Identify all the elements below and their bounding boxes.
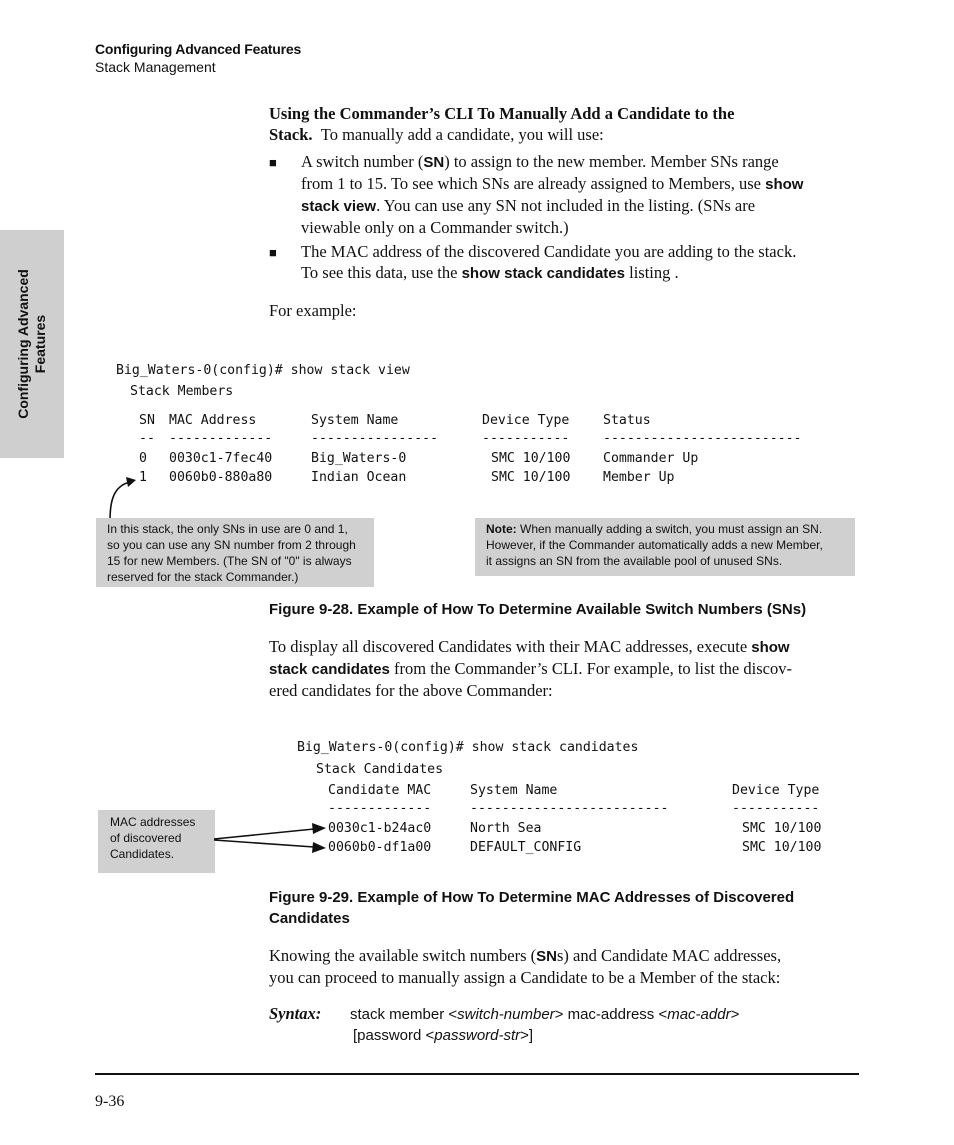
body-paragraph	[269, 636, 864, 701]
syntax-text: >]	[520, 1027, 534, 1044]
cli-col-header: System Name	[311, 413, 399, 428]
note-line: In this stack, the only SNs in use are 0 and 1,	[107, 522, 348, 536]
cli-col-header: SN	[139, 413, 155, 428]
paragraph-text: from the Commander’s CLI. For example, to list the discov-	[389, 659, 792, 678]
syntax-argument: mac-addr	[667, 1006, 731, 1023]
syntax-text: >	[730, 1006, 740, 1023]
cli-prompt: Big_Waters-0(config)# show stack candidates	[297, 740, 639, 755]
footer-rule	[95, 1073, 859, 1075]
cli-dashes: --	[139, 431, 155, 446]
bullet-item	[269, 151, 859, 237]
bullet-text: from 1 to 15. To see which SNs are already assigned to Members, use	[301, 174, 766, 193]
cli-cell: North Sea	[470, 821, 542, 836]
cli-cell: SMC 10/100	[742, 840, 822, 855]
cli-cell: 0060b0-880a80	[169, 470, 273, 485]
cli-cell: Member Up	[603, 470, 675, 485]
bullet-text: . You can use any SN not included in the listing. (SNs are	[376, 196, 756, 215]
paragraph-text: s) and Candidate MAC addresses,	[557, 946, 782, 965]
figure-caption	[269, 887, 859, 929]
bullet-text: ) to assign to the new member. Member SNs range	[444, 152, 779, 171]
note-label: Note:	[486, 522, 517, 536]
cli-cell: 0030c1-b24ac0	[328, 821, 432, 836]
command-keyword: show	[751, 639, 790, 656]
cli-cell: Indian Ocean	[311, 470, 407, 485]
note-line: When manually adding a switch, you must assign an SN.	[516, 522, 823, 536]
section-intro	[269, 103, 859, 145]
running-header-subtitle: Stack Management	[95, 59, 216, 75]
cli-col-header: Device Type	[482, 413, 570, 428]
for-example-label: For example:	[269, 301, 357, 320]
side-tab-line-1: Configuring Advanced	[15, 269, 31, 419]
cli-dashes: -------------	[169, 431, 273, 446]
callout-arrow-icon	[100, 470, 150, 525]
bullet-text: viewable only on a Commander switch.)	[301, 218, 569, 237]
cli-col-header: System Name	[470, 783, 558, 798]
note-line: of discovered	[110, 831, 182, 845]
command-keyword: SN	[536, 948, 557, 965]
cli-col-header: Device Type	[732, 783, 820, 798]
side-tab-label	[15, 234, 49, 454]
note-line: it assigns an SN from the available pool of unused SNs.	[486, 554, 783, 568]
note-line: reserved for the stack Commander.)	[107, 570, 299, 584]
command-keyword: SN	[423, 154, 445, 171]
cli-dashes: -------------------------	[470, 801, 669, 816]
paragraph-text: you can proceed to manually assign a Candidate to be a Member of the stack:	[269, 968, 781, 987]
bullet-text: The MAC address of the discovered Candidate you are adding to the stack.	[301, 242, 797, 261]
cli-cell: 0030c1-7fec40	[169, 451, 273, 466]
paragraph-text: ered candidates for the above Commander:	[269, 681, 553, 700]
callout-note-sn	[96, 518, 374, 587]
note-line: 15 for new Members. (The SN of "0" is always	[107, 554, 352, 568]
figure-caption: Figure 9-28. Example of How To Determine Available Switch Numbers (SNs)	[269, 601, 807, 618]
cli-title: Stack Members	[130, 384, 234, 399]
command-keyword: show stack candidates	[461, 265, 625, 282]
bullet-square-icon: ■	[269, 245, 277, 260]
note-line: so you can use any SN number from 2 through	[107, 538, 356, 552]
paragraph-text: To display all discovered Candidates with their MAC addresses, execute	[269, 637, 752, 656]
command-keyword: stack view	[301, 198, 377, 215]
cli-title: Stack Candidates	[316, 762, 444, 777]
cli-cell: SMC 10/100	[491, 470, 571, 485]
section-heading-line-2: Stack.	[269, 125, 313, 144]
caption-line: Figure 9-29. Example of How To Determine MAC Addresses of Discovered	[269, 889, 795, 906]
bullet-text: A switch number (	[301, 152, 424, 171]
bullet-text: listing .	[625, 263, 679, 282]
cli-prompt: Big_Waters-0(config)# show stack view	[116, 363, 410, 378]
cli-cell: Commander Up	[603, 451, 699, 466]
callout-note-assign	[475, 518, 855, 576]
side-tab-line-2: Features	[32, 314, 48, 374]
cli-dashes: -----------	[732, 801, 820, 816]
syntax-argument: password-str	[434, 1027, 521, 1044]
page-number: 9-36	[95, 1093, 125, 1110]
cli-col-header: MAC Address	[169, 413, 257, 428]
note-line: Candidates.	[110, 847, 175, 861]
section-intro-text: To manually add a candidate, you will use:	[320, 125, 604, 144]
command-keyword: show	[765, 176, 804, 193]
syntax-command	[350, 1004, 739, 1046]
syntax-label: Syntax:	[269, 1004, 322, 1023]
note-line: MAC addresses	[110, 815, 196, 829]
syntax-text: stack member <	[350, 1006, 458, 1023]
section-heading-line-1: Using the Commander’s CLI To Manually Add a Candidate to the	[269, 104, 735, 123]
paragraph-text: Knowing the available switch numbers (	[269, 946, 537, 965]
caption-line: Candidates	[269, 910, 350, 927]
cli-cell: DEFAULT_CONFIG	[470, 840, 582, 855]
cli-cell: SMC 10/100	[742, 821, 822, 836]
bullet-item	[269, 241, 859, 285]
cli-cell: 1	[139, 470, 147, 485]
body-paragraph	[269, 945, 864, 988]
cli-dashes: -------------------------	[603, 431, 802, 446]
side-chapter-tab	[0, 230, 64, 458]
running-header-title: Configuring Advanced Features	[95, 41, 302, 57]
cli-dashes: -------------	[328, 801, 432, 816]
cli-col-header: Candidate MAC	[328, 783, 432, 798]
cli-dashes: ----------------	[311, 431, 439, 446]
cli-cell: 0060b0-df1a00	[328, 840, 432, 855]
cli-dashes: -----------	[482, 431, 570, 446]
cli-cell: 0	[139, 451, 147, 466]
syntax-argument: switch-number	[457, 1006, 555, 1023]
syntax-text: > mac-address <	[554, 1006, 668, 1023]
command-keyword: stack candidates	[269, 661, 390, 678]
cli-col-header: Status	[603, 413, 651, 428]
callout-note-mac	[98, 810, 215, 873]
callout-arrows-icon	[214, 820, 328, 855]
note-line: However, if the Commander automatically adds a new Member,	[486, 538, 823, 552]
cli-cell: Big_Waters-0	[311, 451, 407, 466]
cli-cell: SMC 10/100	[491, 451, 571, 466]
bullet-text: To see this data, use the	[301, 263, 462, 282]
syntax-text: [password <	[353, 1027, 435, 1044]
bullet-square-icon: ■	[269, 155, 277, 170]
